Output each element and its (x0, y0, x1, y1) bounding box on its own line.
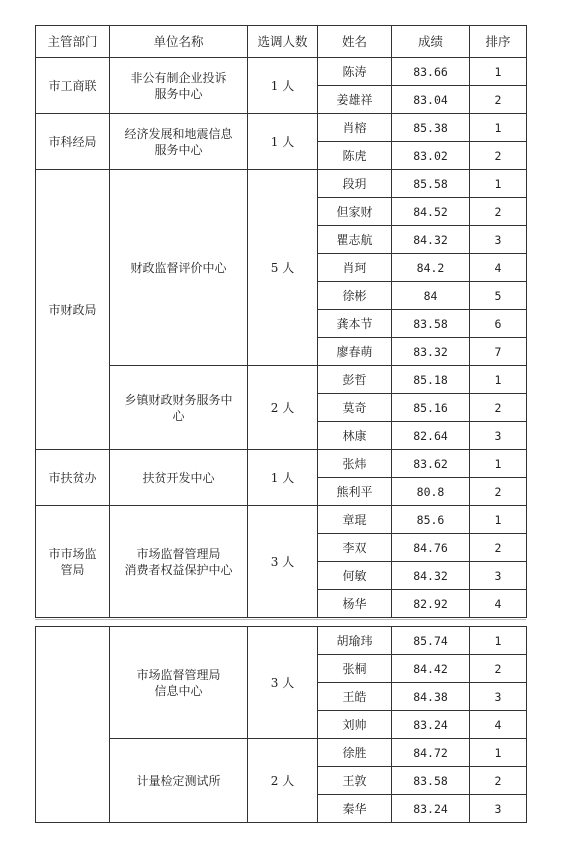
rank-cell: 1 (470, 739, 527, 767)
score-cell: 83.04 (392, 86, 470, 114)
score-cell: 84.72 (392, 739, 470, 767)
score-cell: 83.58 (392, 310, 470, 338)
dept-cell: 市工商联 (36, 58, 110, 114)
score-cell: 84.42 (392, 655, 470, 683)
person-name-cell: 姜雄祥 (318, 86, 392, 114)
table-row (36, 506, 527, 534)
rank-cell: 2 (470, 478, 527, 506)
rank-cell: 3 (470, 226, 527, 254)
table-row (36, 739, 527, 767)
selection-results-table-continued (35, 626, 527, 823)
score-cell: 85.58 (392, 170, 470, 198)
person-name-cell: 龚本节 (318, 310, 392, 338)
person-name-cell: 肖珂 (318, 254, 392, 282)
person-name-cell: 廖春萌 (318, 338, 392, 366)
unit-cell: 非公有制企业投诉 服务中心 (110, 58, 248, 114)
person-name-cell: 瞿志航 (318, 226, 392, 254)
rank-cell: 1 (470, 450, 527, 478)
table-row (36, 366, 527, 394)
person-name-cell: 肖榕 (318, 114, 392, 142)
rank-cell: 1 (470, 170, 527, 198)
person-name-cell: 秦华 (318, 795, 392, 823)
table-row (36, 114, 527, 142)
person-name-cell: 徐彬 (318, 282, 392, 310)
score-cell: 83.24 (392, 795, 470, 823)
rank-cell: 1 (470, 506, 527, 534)
unit-cell: 市场监督管理局 信息中心 (110, 627, 248, 739)
score-cell: 84.32 (392, 562, 470, 590)
person-name-cell: 陈虎 (318, 142, 392, 170)
unit-cell: 财政监督评价中心 (110, 170, 248, 366)
table-row (36, 450, 527, 478)
person-name-cell: 张炜 (318, 450, 392, 478)
page-break-line (35, 619, 526, 620)
rank-cell: 2 (470, 767, 527, 795)
person-name-cell: 彭哲 (318, 366, 392, 394)
rank-cell: 2 (470, 86, 527, 114)
rank-cell: 3 (470, 562, 527, 590)
rank-cell: 3 (470, 683, 527, 711)
count-cell: 1 人 (248, 58, 318, 114)
score-cell: 85.74 (392, 627, 470, 655)
count-cell: 5 人 (248, 170, 318, 366)
unit-cell: 市场监督管理局 消费者权益保护中心 (110, 506, 248, 618)
table-row (36, 58, 527, 86)
score-cell: 80.8 (392, 478, 470, 506)
rank-cell: 6 (470, 310, 527, 338)
score-cell: 82.92 (392, 590, 470, 618)
dept-cell: 市扶贫办 (36, 450, 110, 506)
person-name-cell: 林康 (318, 422, 392, 450)
score-cell: 84.52 (392, 198, 470, 226)
count-cell: 1 人 (248, 114, 318, 170)
header-dept: 主管部门 (36, 26, 110, 58)
score-cell: 83.66 (392, 58, 470, 86)
count-cell: 1 人 (248, 450, 318, 506)
rank-cell: 1 (470, 114, 527, 142)
person-name-cell: 段玥 (318, 170, 392, 198)
score-cell: 84.2 (392, 254, 470, 282)
person-name-cell: 莫奇 (318, 394, 392, 422)
selection-results-table (35, 25, 527, 618)
rank-cell: 1 (470, 627, 527, 655)
unit-cell: 计量检定测试所 (110, 739, 248, 823)
score-cell: 84.76 (392, 534, 470, 562)
score-cell: 85.16 (392, 394, 470, 422)
person-name-cell: 刘帅 (318, 711, 392, 739)
dept-cell (36, 627, 110, 823)
rank-cell: 3 (470, 795, 527, 823)
person-name-cell: 但家财 (318, 198, 392, 226)
dept-cell: 市财政局 (36, 170, 110, 450)
count-cell: 2 人 (248, 739, 318, 823)
count-cell: 3 人 (248, 627, 318, 739)
person-name-cell: 王敦 (318, 767, 392, 795)
table-row (36, 170, 527, 198)
rank-cell: 4 (470, 254, 527, 282)
person-name-cell: 陈涛 (318, 58, 392, 86)
header-unit: 单位名称 (110, 26, 248, 58)
score-cell: 83.62 (392, 450, 470, 478)
rank-cell: 4 (470, 711, 527, 739)
score-cell: 84.38 (392, 683, 470, 711)
header-score: 成绩 (392, 26, 470, 58)
rank-cell: 7 (470, 338, 527, 366)
rank-cell: 5 (470, 282, 527, 310)
rank-cell: 2 (470, 534, 527, 562)
score-cell: 85.38 (392, 114, 470, 142)
count-cell: 3 人 (248, 506, 318, 618)
person-name-cell: 徐胜 (318, 739, 392, 767)
person-name-cell: 李双 (318, 534, 392, 562)
dept-cell: 市市场监 管局 (36, 506, 110, 618)
header-name: 姓名 (318, 26, 392, 58)
dept-cell: 市科经局 (36, 114, 110, 170)
person-name-cell: 胡瑜玮 (318, 627, 392, 655)
rank-cell: 1 (470, 366, 527, 394)
header-count: 选调人数 (248, 26, 318, 58)
table-header-row (36, 26, 527, 58)
rank-cell: 3 (470, 422, 527, 450)
person-name-cell: 王皓 (318, 683, 392, 711)
table-row (36, 627, 527, 655)
header-rank: 排序 (470, 26, 527, 58)
person-name-cell: 熊利平 (318, 478, 392, 506)
score-cell: 82.64 (392, 422, 470, 450)
person-name-cell: 章琨 (318, 506, 392, 534)
score-cell: 83.02 (392, 142, 470, 170)
unit-cell: 扶贫开发中心 (110, 450, 248, 506)
person-name-cell: 杨华 (318, 590, 392, 618)
score-cell: 85.18 (392, 366, 470, 394)
rank-cell: 2 (470, 198, 527, 226)
count-cell: 2 人 (248, 366, 318, 450)
score-cell: 83.32 (392, 338, 470, 366)
score-cell: 85.6 (392, 506, 470, 534)
person-name-cell: 张桐 (318, 655, 392, 683)
rank-cell: 2 (470, 394, 527, 422)
score-cell: 84 (392, 282, 470, 310)
rank-cell: 2 (470, 655, 527, 683)
score-cell: 83.24 (392, 711, 470, 739)
unit-cell: 乡镇财政财务服务中 心 (110, 366, 248, 450)
person-name-cell: 何敏 (318, 562, 392, 590)
score-cell: 83.58 (392, 767, 470, 795)
rank-cell: 2 (470, 142, 527, 170)
unit-cell: 经济发展和地震信息 服务中心 (110, 114, 248, 170)
rank-cell: 4 (470, 590, 527, 618)
rank-cell: 1 (470, 58, 527, 86)
score-cell: 84.32 (392, 226, 470, 254)
